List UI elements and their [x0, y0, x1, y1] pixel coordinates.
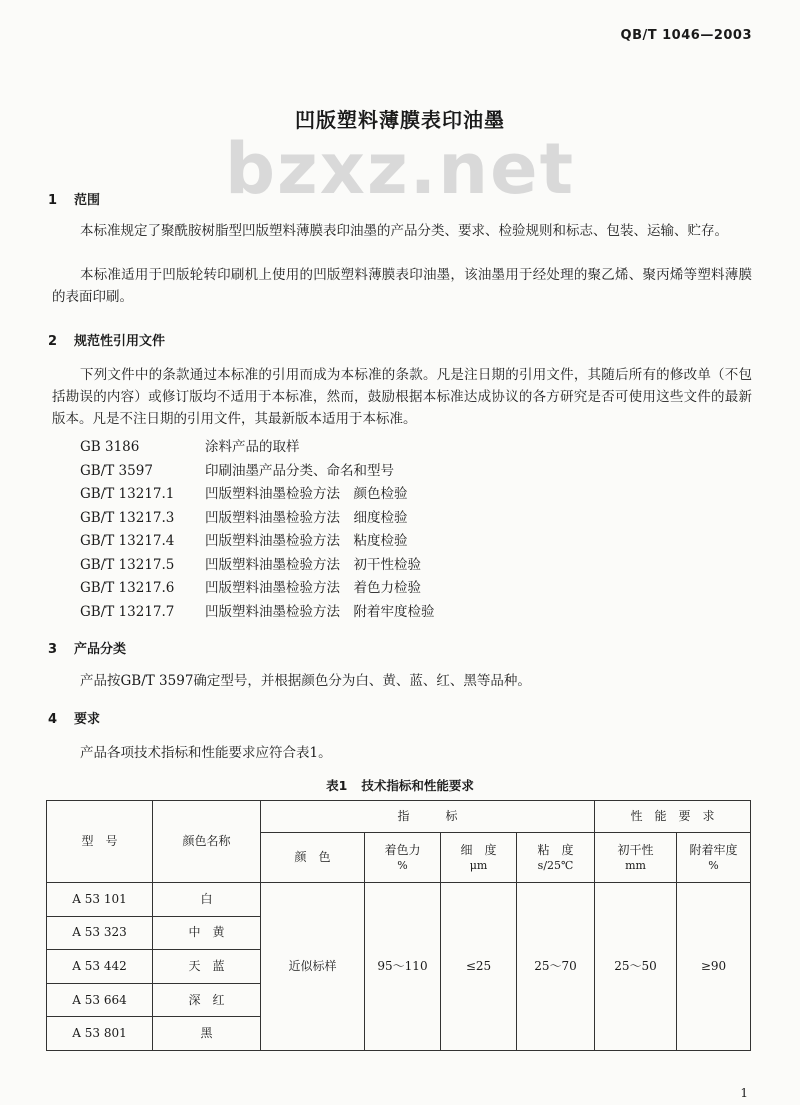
reference-code: GB/T 13217.4	[80, 533, 175, 549]
header-unit: mm	[625, 858, 646, 872]
header-initial-drying	[595, 833, 677, 883]
header-viscosity	[517, 833, 595, 883]
section-number: 4	[48, 712, 58, 727]
reference-item	[80, 530, 435, 554]
header-indicators: 指 标	[261, 801, 595, 833]
header-label: 着色力	[384, 842, 421, 857]
section-title: 规范性引用文件	[74, 334, 166, 349]
cell-adhesion: ≥90	[677, 883, 751, 1051]
reference-item	[80, 483, 435, 507]
table-row	[47, 883, 751, 917]
reference-item	[80, 601, 435, 625]
header-unit: μm	[469, 858, 488, 872]
document-title: 凹版塑料薄膜表印油墨	[295, 108, 505, 132]
cell-model: A 53 442	[47, 950, 153, 984]
reference-name: 印刷油墨产品分类、命名和型号	[205, 462, 394, 479]
cell-model: A 53 801	[47, 1017, 153, 1051]
cell-color-name: 天 蓝	[153, 950, 261, 984]
header-color: 颜 色	[261, 833, 365, 883]
reference-name: 涂料产品的取样	[205, 439, 300, 455]
cell-model: A 53 664	[47, 983, 153, 1017]
header-model: 型 号	[47, 801, 153, 883]
header-label: 初干性	[617, 842, 654, 857]
reference-list	[80, 436, 435, 624]
cell-viscosity: 25～70	[517, 883, 595, 1051]
reference-item	[80, 554, 435, 578]
reference-code: GB/T 13217.5	[80, 556, 175, 573]
section-number: 1	[48, 193, 58, 208]
section-number: 2	[48, 334, 58, 349]
reference-name: 凹版塑料油墨检验方法 初干性检验	[205, 556, 421, 573]
header-label: 细 度	[460, 842, 497, 857]
section-title: 范围	[74, 193, 101, 208]
reference-name: 凹版塑料油墨检验方法 着色力检验	[205, 580, 421, 596]
header-unit: s/25℃	[537, 858, 574, 872]
section-3-heading	[48, 638, 126, 657]
reference-name: 凹版塑料油墨检验方法 细度检验	[205, 509, 408, 526]
reference-item	[80, 460, 435, 484]
section-4-paragraph: 产品各项技术指标和性能要求应符合表1。	[80, 745, 332, 761]
reference-item	[80, 507, 435, 531]
table-label: 表1	[326, 778, 348, 793]
cell-model: A 53 101	[47, 883, 153, 917]
standard-code: QB/T 1046—2003	[620, 28, 752, 43]
cell-color-name: 中 黄	[153, 916, 261, 950]
header-color-name: 颜色名称	[153, 801, 261, 883]
header-adhesion	[677, 833, 751, 883]
reference-code: GB/T 3597	[80, 462, 153, 479]
cell-initial-drying: 25～50	[595, 883, 677, 1051]
header-tinting-strength	[365, 833, 441, 883]
reference-item	[80, 436, 435, 460]
reference-code: GB/T 13217.6	[80, 580, 175, 596]
section-2-paragraph: 下列文件中的条款通过本标准的引用而成为本标准的条款。凡是注日期的引用文件，其随后所有的修改单（不包括勘误的内容）或修订版均不适用于本标准，然而，鼓励根据本标准达成协议的各方研究是否可使用这些文件的最新版本。凡是不注日期的引用文件，其最新版本适用于本标准。	[52, 367, 752, 427]
cell-color-name: 白	[153, 883, 261, 917]
section-title: 产品分类	[74, 642, 127, 657]
section-1-heading	[48, 189, 100, 208]
section-3-paragraph: 产品按GB/T 3597确定型号，并根据颜色分为白、黄、蓝、红、黑等品种。	[80, 673, 531, 689]
header-unit: %	[397, 858, 408, 872]
cell-fineness: ≤25	[441, 883, 517, 1051]
reference-code: GB/T 13217.1	[80, 486, 175, 502]
table-caption-text: 技术指标和性能要求	[361, 778, 474, 793]
section-1-paragraph-1: 本标准规定了聚酰胺树脂型凹版塑料薄膜表印油墨的产品分类、要求、检验规则和标志、包装、运输、贮存。	[80, 223, 728, 239]
reference-code: GB 3186	[80, 439, 140, 455]
section-1-paragraph-2: 本标准适用于凹版轮转印刷机上使用的凹版塑料薄膜表印油墨，该油墨用于经处理的聚乙烯、聚丙烯等塑料薄膜的表面印刷。	[52, 267, 752, 305]
reference-name: 凹版塑料油墨检验方法 附着牢度检验	[205, 603, 435, 620]
spec-table	[46, 800, 751, 1051]
cell-model: A 53 323	[47, 916, 153, 950]
header-performance: 性 能 要 求	[595, 801, 751, 833]
table-header-row	[47, 801, 751, 833]
header-label: 附着牢度	[689, 842, 738, 857]
section-4-heading	[48, 708, 100, 727]
cell-tinting-strength: 95～110	[365, 883, 441, 1051]
reference-name: 凹版塑料油墨检验方法 粘度检验	[205, 533, 408, 549]
cell-color: 近似标样	[261, 883, 365, 1051]
cell-color-name: 黑	[153, 1017, 261, 1051]
reference-code: GB/T 13217.3	[80, 509, 175, 526]
section-title: 要求	[74, 712, 101, 727]
header-unit: %	[708, 858, 719, 872]
section-number: 3	[48, 642, 58, 657]
reference-name: 凹版塑料油墨检验方法 颜色检验	[205, 486, 408, 502]
page-number: 1	[740, 1086, 748, 1100]
section-2-heading	[48, 330, 165, 349]
watermark: bzxz.net	[224, 128, 576, 210]
header-fineness	[441, 833, 517, 883]
reference-code: GB/T 13217.7	[80, 603, 175, 620]
header-label: 粘 度	[537, 842, 574, 857]
table-caption	[0, 776, 800, 794]
cell-color-name: 深 红	[153, 983, 261, 1017]
reference-item	[80, 577, 435, 601]
